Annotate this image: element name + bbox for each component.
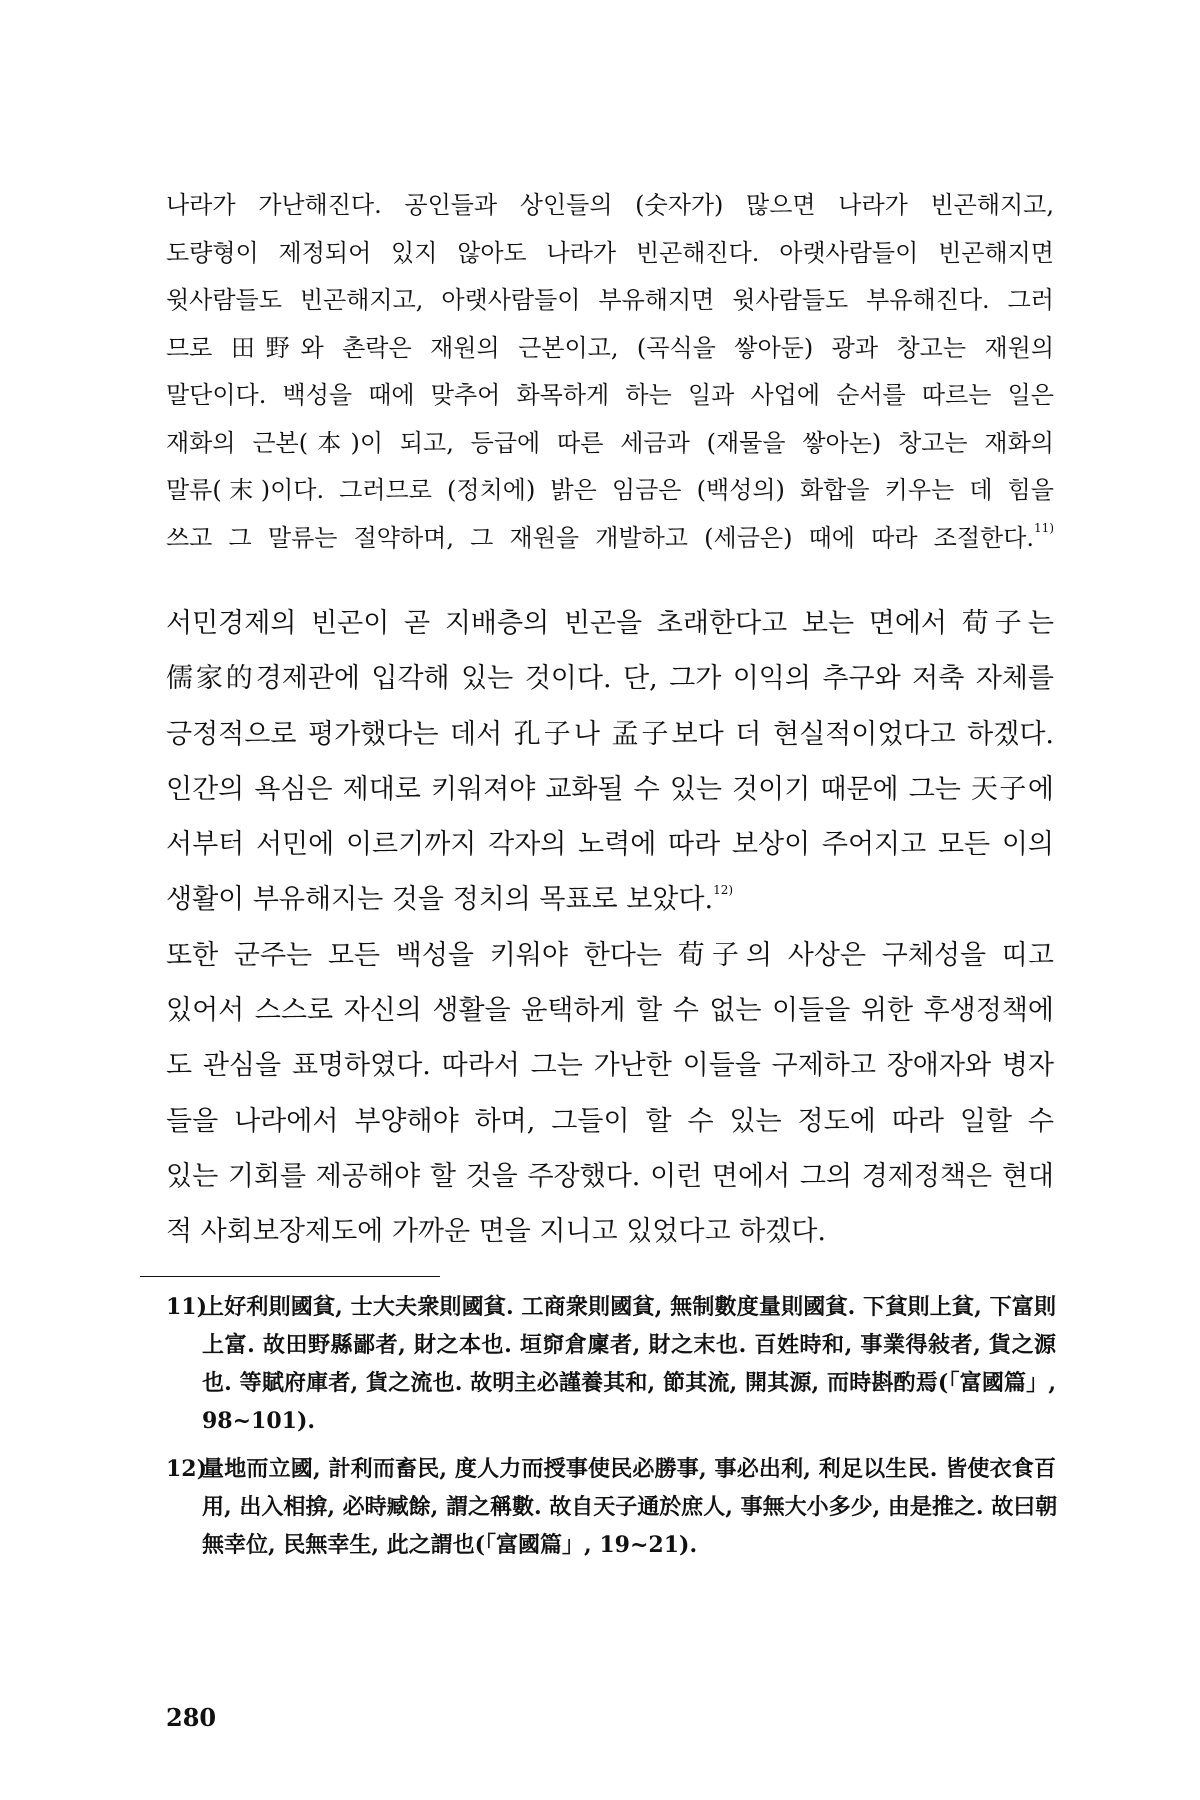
paragraph-2 [166, 928, 1054, 1260]
footnote-divider [140, 1276, 440, 1277]
quote-line: 나라가 가난해진다. 공인들과 상인들의 (숫자가) 많으면 나라가 빈곤해지고, [166, 191, 1054, 219]
body-line: 있어서 스스로 자신의 생활을 윤택하게 할 수 없는 이들을 위한 후생정책에 [166, 995, 1054, 1027]
footnote-number: 12) [166, 1456, 208, 1482]
footnote-line: 上富. 故田野縣鄙者, 財之本也. 垣窌倉廩者, 財之末也. 百姓時和, 事業得敍者, 貨之源 [202, 1332, 1056, 1358]
body-line-text: 생활이 부유해지는 것을 정치의 목표로 보았다. [166, 884, 714, 916]
footnote-line: 也. 等賦府庫者, 貨之流也. 故明主必謹養其和, 節其流, 開其源, 而時斟酌焉(「富國篇」, [202, 1370, 1056, 1396]
footnote-line: 量地而立國, 計利而畜民, 度人力而授事使民必勝事, 事必出利, 利足以生民. 皆使衣食百 [202, 1456, 1056, 1482]
footnote-line: 上好利則國貧, 士大夫衆則國貧. 工商衆則國貧, 無制數度量則國貧. 下貧則上貧, 下富則 [202, 1294, 1056, 1320]
footnote-text [202, 1288, 1056, 1440]
body-line: 있는 기회를 제공해야 할 것을 주장했다. 이런 면에서 그의 경제정책은 현대 [166, 1160, 1054, 1192]
quoted-passage [166, 182, 1054, 562]
body-line: 서민경제의 빈곤이 곧 지배층의 빈곤을 초래한다고 보는 면에서 荀子는 [166, 608, 1054, 639]
body-line: 또한 군주는 모든 백성을 키워야 한다는 荀子의 사상은 구체성을 띠고 [166, 939, 1054, 971]
body-line: 서부터 서민에 이르기까지 각자의 노력에 따라 보상이 주어지고 모든 이의 [166, 829, 1054, 861]
body-text [166, 596, 1054, 1260]
body-line: 긍정적으로 평가했다는 데서 孔子나 孟子보다 더 현실적이었다고 하겠다. [166, 718, 1054, 750]
body-line: 도 관심을 표명하였다. 따라서 그는 가난한 이들을 구제하고 장애자와 병자 [166, 1050, 1054, 1082]
quote-line: 말단이다. 백성을 때에 맞추어 화목하게 하는 일과 사업에 순서를 따르는 일은 [166, 381, 1054, 409]
body-line: 적 사회보장제도에 가까운 면을 지니고 있었다고 하겠다. [166, 1216, 826, 1248]
body-line: 들을 나라에서 부양해야 하며, 그들이 할 수 있는 정도에 따라 일할 수 [166, 1105, 1054, 1137]
quote-line: 재화의 근본(本)이 되고, 등급에 따른 세금과 (재물을 쌓아논) 창고는 재화의 [166, 428, 1054, 457]
body-line: 인간의 욕심은 제대로 키워져야 교화될 수 있는 것이기 때문에 그는 天子에 [166, 773, 1054, 805]
footnote-ref-11[interactable]: 11) [1034, 520, 1054, 535]
quote-line: 도량형이 제정되어 있지 않아도 나라가 빈곤해진다. 아랫사람들이 빈곤해지면 [166, 238, 1054, 267]
quote-line: 윗사람들도 빈곤해지고, 아랫사람들이 부유해지면 윗사람들도 부유해진다. 그러 [166, 286, 1054, 314]
body-line-last [166, 872, 1054, 927]
footnotes [166, 1288, 1056, 1574]
footnote-number: 11) [166, 1294, 208, 1320]
quote-line-text: 쓰고 그 말류는 절약하며, 그 재원을 개발하고 (세금은) 때에 따라 조절한다. [166, 523, 1035, 552]
footnote-11 [166, 1288, 1056, 1440]
quote-line: 말류(末)이다. 그러므로 (정치에) 밝은 임금은 (백성의) 화합을 키우는 데 힘을 [166, 476, 1054, 504]
paragraph-1 [166, 596, 1054, 928]
quote-line: 므로 田野와 촌락은 재원의 근본이고, (곡식을 쌓아둔) 광과 창고는 재원의 [166, 333, 1054, 362]
footnote-line: 用, 出入相揜, 必時臧餘, 謂之稱數. 故自天子通於庶人, 事無大小多少, 由是推之. 故曰朝 [202, 1494, 1058, 1520]
footnote-line: 無幸位, 民無幸生, 此之謂也(「富國篇」, 19~21). [202, 1532, 698, 1558]
footnote-line: 98~101). [202, 1408, 316, 1434]
footnote-ref-12[interactable]: 12) [713, 883, 734, 898]
footnote-12 [166, 1450, 1056, 1564]
body-line: 儒家的경제관에 입각해 있는 것이다. 단, 그가 이익의 추구와 저축 자체를 [166, 663, 1054, 695]
quote-line-last [166, 515, 1054, 563]
page-number: 280 [166, 1703, 217, 1732]
footnote-text [202, 1450, 1056, 1564]
